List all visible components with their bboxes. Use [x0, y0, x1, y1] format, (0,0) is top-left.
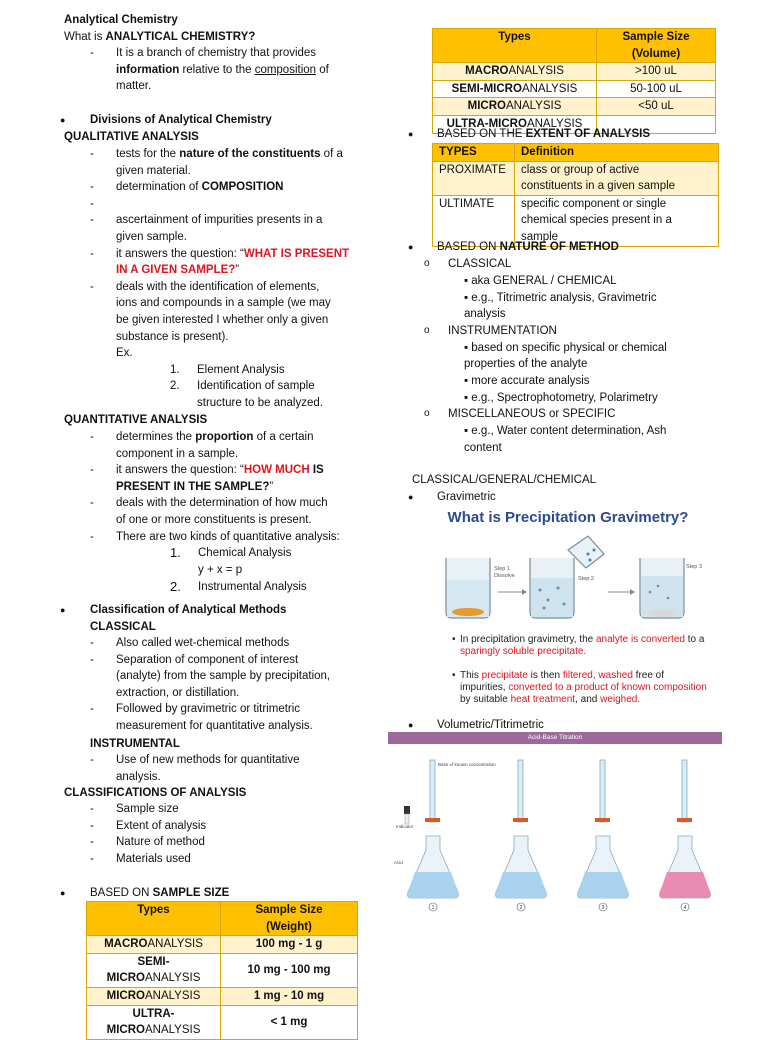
qualitative-heading: QUALITATIVE ANALYSIS: [64, 131, 199, 143]
burette-label: Base of known concentration: [438, 762, 496, 767]
step-3-number: 3: [601, 905, 605, 911]
gravimetric-heading: ● Gravimetric: [408, 491, 496, 503]
burette-2-icon: [513, 760, 528, 822]
indicator-label: Indicator: [396, 824, 414, 829]
flask-2-icon: [496, 836, 547, 898]
flask-3-icon: [578, 836, 629, 898]
step-2-label: Step 2: [578, 576, 594, 582]
step-1-number: 1: [431, 905, 435, 911]
gravimetry-beakers-illustration: [418, 530, 718, 626]
flask-1-icon: [408, 836, 459, 898]
table-row: PROXIMATE class or group of active constituents in a given sample: [433, 161, 719, 195]
quantitative-heading: QUANTITATIVE ANALYSIS: [64, 414, 208, 426]
doc-title: Analytical Chemistry: [64, 14, 178, 26]
step-1-text: Dissolve: [494, 573, 515, 579]
method-list: o CLASSICAL ▪ aka GENERAL / CHEMICAL ▪ e.g., Titrimetric analysis, Gravimetric analysis o INSTRUMENTATION ▪ based on specific physical or chemical properties of the analyte ▪ more accurate analysis ▪ e.g., Spectrophotometry, Polarimetry o MISCELLANEOUS or SPECIFIC ▪ e.g., Water content determination, Ash content: [424, 258, 667, 454]
what-is-heading: What is ANALYTICAL CHEMISTRY?: [64, 31, 256, 43]
step-3-label: Step 3: [686, 564, 702, 570]
example-1: 1. Element Analysis: [170, 363, 285, 376]
table-row: ULTIMATE specific component or single chemical species present in a sample: [433, 195, 719, 246]
flask-4-icon: [660, 836, 711, 898]
step-4-number: 4: [683, 905, 687, 911]
classical-heading: CLASSICAL: [90, 621, 156, 633]
extent-table-header-definition: Definition: [515, 144, 719, 162]
weight-table-header-size: Sample Size (Weight): [221, 902, 358, 936]
volume-table: [432, 28, 716, 134]
step-2-number: 2: [519, 905, 523, 911]
table-row: MACROANALYSIS 100 mg - 1 g: [87, 936, 358, 954]
weight-table-header-types: Types: [87, 902, 221, 936]
indicator-dropper-icon: [404, 806, 410, 824]
method-heading: ● BASED ON NATURE OF METHOD: [408, 241, 619, 253]
volume-table-header-types: Types: [433, 29, 597, 63]
beaker-3-icon: [640, 558, 684, 618]
table-row: MACROANALYSIS >100 uL: [433, 63, 716, 81]
instrumental-heading: INSTRUMENTAL: [90, 738, 180, 750]
weight-table: [86, 901, 358, 1040]
gravimetry-bullets: • In precipitation gravimetry, the analyte is converted to a sparingly soluble precipitate. • This precipitate is then filtered, washed free of impurities, converted to a product of known composition by suitable heat treatment, and weighed.: [452, 634, 707, 705]
extent-table: [432, 143, 719, 247]
quantitative-list: - determines the proportion of a certain component in a sample. - it answers the question: “HOW MUCH IS PRESENT IN THE SAMPLE?” - deals with the determination of how much of one or more constituents is present. - There are two kinds of quantitative analysis: 1. Chemical Analysis y + x = p 2. Instrumental Analysis: [90, 431, 340, 595]
based-sample-size-heading: ● BASED ON SAMPLE SIZE: [60, 887, 230, 899]
table-row: ULTRA-MICROANALYSIS: [433, 115, 716, 133]
classical-list: - Also called wet-chemical methods - Separation of component of interest (analyte) from the sample by precipitation, extraction, or distillation. - Followed by gravimetric or titrimetric measurement for quantitative analysis.: [90, 637, 331, 732]
example-2: 2. Identification of sample structure to be analyzed.: [170, 380, 323, 409]
table-row: ULTRA-MICROANALYSIS < 1 mg: [87, 1005, 358, 1039]
gravimetry-title: What is Precipitation Gravimetry?: [447, 509, 689, 526]
beaker-2-icon: [530, 558, 574, 618]
table-row: SEMI-MICROANALYSIS 50-100 uL: [433, 80, 716, 98]
step-1-label: Step 1: [494, 566, 510, 572]
table-row: SEMI-MICROANALYSIS 10 mg - 100 mg: [87, 953, 358, 987]
classification-methods-heading: ● Classification of Analytical Methods: [60, 604, 287, 616]
classifications-heading: CLASSIFICATIONS OF ANALYSIS: [64, 787, 247, 799]
volume-table-header-size: Sample Size (Volume): [597, 29, 716, 63]
extent-table-header-types: TYPES: [433, 144, 515, 162]
divisions-heading: ● Divisions of Analytical Chemistry: [60, 114, 272, 126]
acid-label: Acid: [394, 860, 403, 865]
table-row: MICROANALYSIS 1 mg - 10 mg: [87, 987, 358, 1005]
beaker-1-icon: [446, 558, 490, 618]
extent-heading: ● BASED ON THE EXTENT OF ANALYSIS: [408, 128, 651, 140]
cgc-heading: CLASSICAL/GENERAL/CHEMICAL: [412, 474, 597, 486]
instrumental-list: - Use of new methods for quantitative analysis.: [90, 754, 300, 783]
titration-figure: [388, 732, 722, 928]
titration-title: Acid-Base Titration: [388, 732, 722, 744]
qualitative-list: - tests for the nature of the constituents of a given material. - determination of COMPOSITION - - ascertainment of impurities presents in a given sample. - it answers the question: “WHAT IS PRESENT IN A GIVEN SAMPLE?” - deals with the identification of elements, ions and compounds in a sample (we may be given interested I whether only a given substance is present). Ex. 1. Element Analysis 2. Identification of sample structure to be analyzed.: [64, 146, 364, 412]
definition: - It is a branch of chemistry that provides information relative to the composition of matter.: [90, 47, 329, 93]
titration-illustration: [388, 744, 722, 928]
burette-4-icon: [677, 760, 692, 822]
volumetric-heading: ● Volumetric/Titrimetric: [408, 719, 544, 731]
burette-3-icon: [595, 760, 610, 822]
table-row: MICROANALYSIS <50 uL: [433, 98, 716, 116]
gravimetry-figure: [418, 506, 718, 708]
burette-1-icon: [425, 760, 440, 822]
classifications-list: - Sample size - Extent of analysis - Nature of method - Materials used: [90, 803, 207, 865]
